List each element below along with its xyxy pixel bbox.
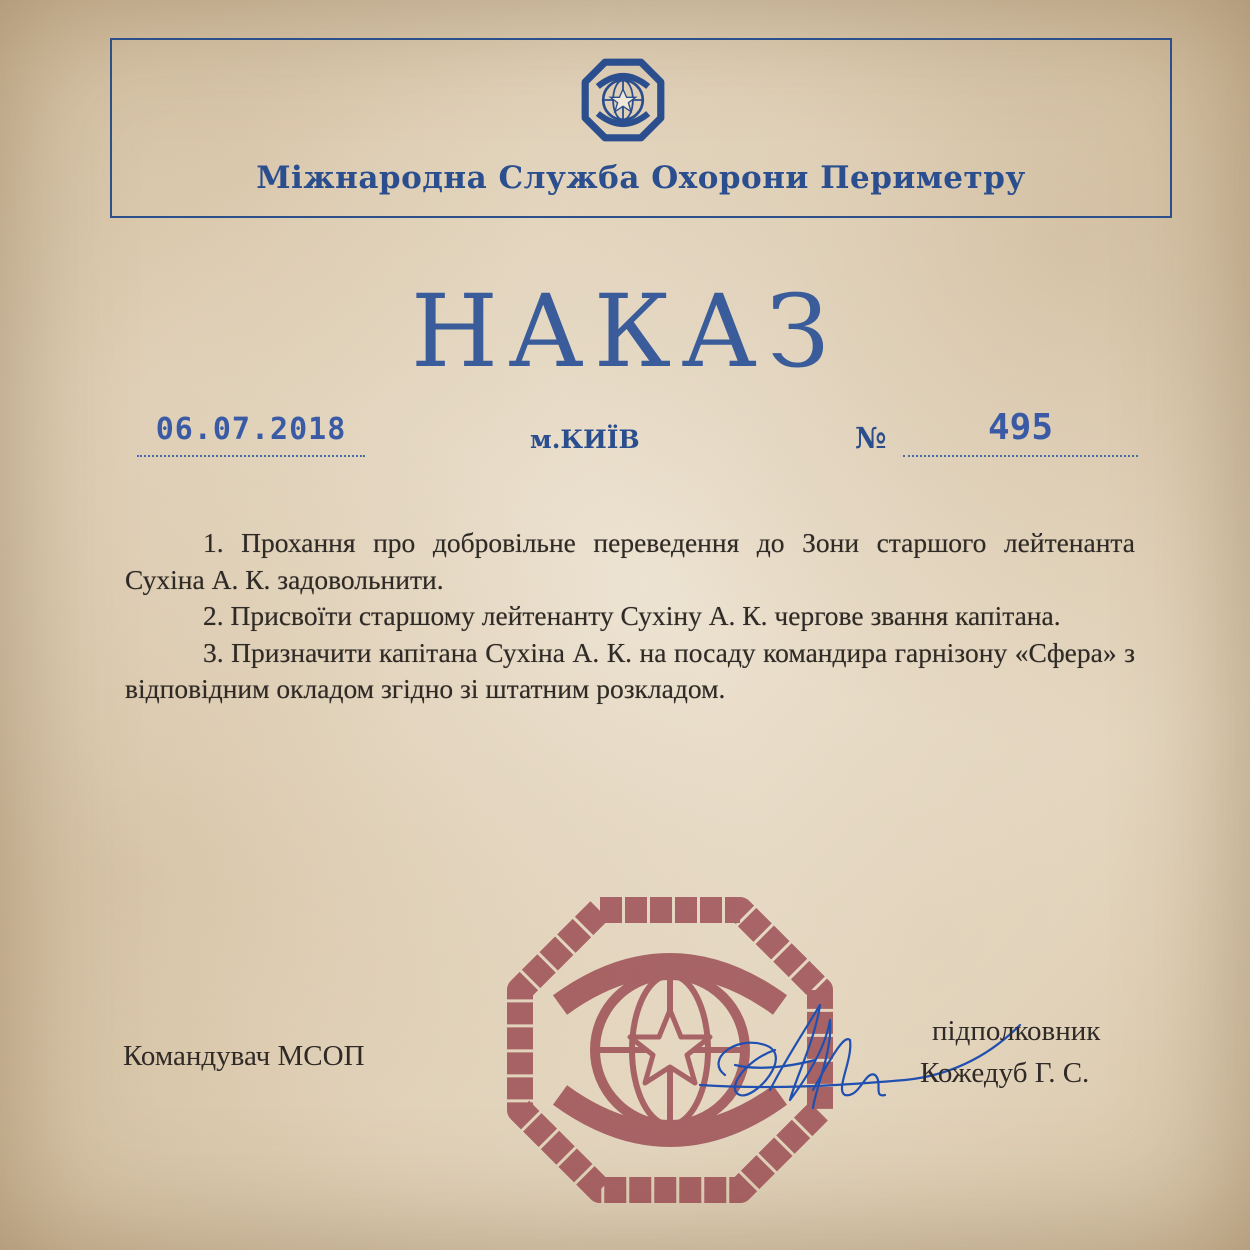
order-city: м.КИЇВ xyxy=(530,425,640,454)
order-item-3: 3. Призначити капітана Сухіна А. К. на посаду командира гарнізону «Сфера» з відповідним окладом згідно зі штатним розкладом. xyxy=(125,636,1135,704)
order-date: 06.07.2018 xyxy=(155,412,347,447)
organization-name: Міжнародна Служба Охорони Периметру xyxy=(256,160,1026,196)
order-body xyxy=(125,525,1135,708)
date-underline xyxy=(137,455,365,457)
document-title: НАКАЗ xyxy=(410,273,840,390)
order-number: 495 xyxy=(987,407,1054,448)
number-underline xyxy=(903,455,1138,457)
order-item-2: 2. Присвоїти старшому лейтенанту Сухіну А. К. чергове звання капітана. xyxy=(203,600,1061,631)
number-sign: № xyxy=(855,421,887,455)
order-item-1: 1. Прохання про добровільне переведення до Зони старшого лейтенанта Сухіна А. К. задовольнити. xyxy=(125,527,1135,595)
signer-name: Кожедуб Г. С. xyxy=(920,1057,1090,1089)
commander-title: Командувач МСОП xyxy=(123,1040,365,1072)
signer-rank: підполковник xyxy=(932,1015,1101,1047)
msop-emblem-icon xyxy=(578,55,668,145)
